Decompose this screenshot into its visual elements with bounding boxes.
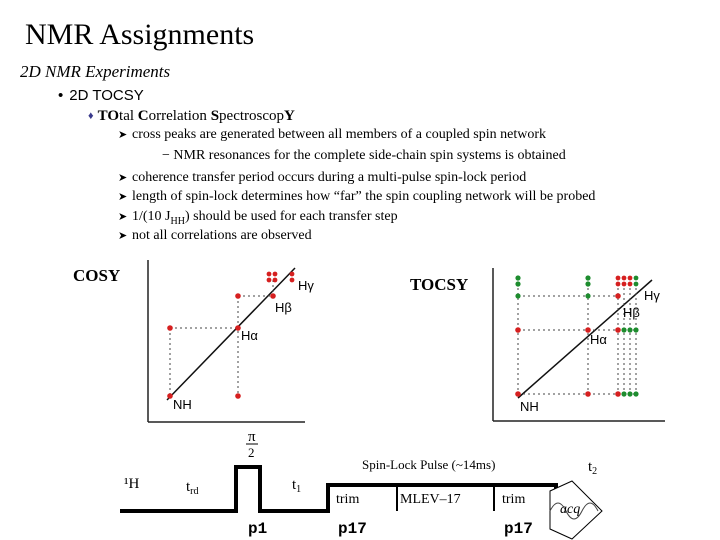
tocsy-label: TOCSY — [410, 275, 469, 294]
tocsy-peak — [585, 281, 590, 286]
acronym-letter: TO — [97, 108, 120, 124]
sub-point-text: length of spin-lock determines how “far” the spin coupling network will be probed — [132, 189, 596, 204]
tocsy-peak — [621, 391, 626, 396]
tocsy-peak — [616, 282, 621, 287]
sub-point-text: 1/(10 J — [132, 209, 171, 224]
tocsy-peak — [515, 293, 520, 298]
tocsy-peak-label-hgamma: Hγ — [644, 288, 660, 303]
tocsy-peak — [628, 276, 633, 281]
t1-label: $t_1$ — [292, 477, 302, 495]
page-title: NMR Assignments — [25, 18, 255, 51]
bullet-2d-tocsy — [58, 87, 144, 104]
tocsy-diagonal — [518, 280, 652, 398]
cosy-peak — [267, 272, 272, 277]
spinlock-label: Spin-Lock Pulse (~14ms) — [362, 457, 496, 472]
tocsy-peak — [627, 327, 632, 332]
sub-point-correlations — [118, 228, 312, 244]
t-rd-label: $t_{rd}$ — [186, 479, 199, 497]
dash-icon: − — [162, 148, 174, 163]
arrow-bullet-icon: ➤ — [118, 172, 128, 184]
tocsy-peak — [622, 282, 627, 287]
cosy-peak — [235, 293, 241, 299]
trim-right-label: trim — [502, 492, 526, 507]
channel-label: ¹H — [124, 476, 140, 492]
tocsy-peak — [585, 391, 591, 397]
tocsy-peak — [633, 327, 638, 332]
tocsy-peak — [634, 282, 639, 287]
acronym-rest: pectroscop — [219, 108, 285, 124]
tocsy-definition — [88, 108, 295, 125]
tocsy-peak — [621, 327, 626, 332]
cosy-peak-label-hgamma: Hγ — [298, 278, 314, 293]
cosy-peak-label-halpha: Hα — [241, 328, 258, 343]
tocsy-peak-label-halpha: Hα — [590, 332, 607, 347]
subscript-hh: HH — [170, 215, 185, 227]
sub-point-text: cross peaks are generated between all members of a coupled spin network — [132, 127, 547, 142]
cosy-peak — [290, 272, 295, 277]
tocsy-peak — [515, 275, 520, 280]
tocsy-peak — [585, 293, 590, 298]
sub-point-text: not all correlations are observed — [132, 228, 312, 243]
tocsy-peak — [628, 282, 633, 287]
pi-label: π — [248, 429, 256, 445]
tocsy-peak-label-nh: NH — [520, 399, 539, 414]
cosy-peak — [167, 325, 173, 331]
tocsy-red-peaks — [515, 276, 632, 397]
tocsy-peak — [615, 293, 621, 299]
acronym-rest: tal — [119, 108, 138, 124]
tocsy-spectrum — [490, 268, 670, 425]
acronym-letter: Y — [284, 108, 295, 124]
tocsy-peak — [515, 391, 521, 397]
trim-left-label: trim — [336, 492, 360, 507]
tocsy-peak — [615, 327, 621, 333]
section-subtitle: 2D NMR Experiments — [20, 62, 171, 81]
tocsy-peak-label-hbeta: Hβ — [623, 305, 640, 320]
sub-point-text: ) should be used for each transfer step — [184, 209, 398, 224]
cosy-peak — [235, 393, 241, 399]
sub-point-spinlock-length — [118, 189, 595, 205]
cosy-peak — [235, 325, 241, 331]
tocsy-peak — [615, 391, 621, 397]
sub-point-coherence — [118, 170, 526, 186]
tocsy-peak — [515, 327, 521, 333]
acronym-rest: orrelation — [148, 108, 211, 124]
tocsy-peak — [515, 281, 520, 286]
acq-label: acq — [560, 502, 581, 517]
arrow-bullet-icon: ➤ — [118, 211, 128, 223]
tocsy-peak — [622, 276, 627, 281]
arrow-bullet-icon: ➤ — [118, 230, 128, 242]
cosy-peak — [167, 393, 173, 399]
sub-point-transfer-step — [118, 209, 398, 227]
sub-point-detail-text: NMR resonances for the complete side-chain spin systems is obtained — [173, 148, 566, 163]
sub-point-cross-peaks — [118, 127, 546, 143]
mlev-label: MLEV–17 — [400, 492, 461, 507]
pi-denominator: 2 — [248, 445, 255, 460]
tocsy-peak — [634, 276, 639, 281]
cosy-peak — [273, 278, 278, 283]
sub-point-detail — [162, 148, 566, 164]
cosy-spectrum — [145, 260, 314, 425]
bullet-dot-icon: • — [58, 87, 64, 104]
tocsy-green-peaks — [515, 275, 638, 396]
cosy-peak — [267, 278, 272, 283]
cosy-peak — [273, 272, 278, 277]
cosy-peak-label-nh: NH — [173, 397, 192, 412]
t2-label: $t_2$ — [588, 459, 598, 477]
tocsy-peak — [633, 391, 638, 396]
tocsy-peak — [627, 391, 632, 396]
p1-label: p1 — [248, 520, 268, 538]
acronym-letter: S — [210, 108, 220, 124]
sub-point-text: coherence transfer period occurs during a multi-pulse spin-lock period — [132, 170, 527, 185]
bullet-2d-tocsy-text: 2D TOCSY — [69, 87, 144, 104]
pulse-sequence — [110, 425, 610, 539]
arrow-bullet-icon: ➤ — [118, 129, 128, 141]
diamond-bullet-icon: ♦ — [88, 110, 94, 122]
acronym-letter: C — [137, 108, 149, 124]
cosy-peak-label-hbeta: Hβ — [275, 300, 292, 315]
cosy-peak — [270, 293, 276, 299]
cosy-peak — [290, 278, 295, 283]
arrow-bullet-icon: ➤ — [118, 191, 128, 203]
cosy-label: COSY — [73, 266, 121, 285]
p17-left-label: p17 — [338, 520, 367, 538]
tocsy-peak — [616, 276, 621, 281]
tocsy-peak — [585, 275, 590, 280]
cosy-diagonal — [167, 268, 295, 400]
p17-right-label: p17 — [504, 520, 533, 538]
